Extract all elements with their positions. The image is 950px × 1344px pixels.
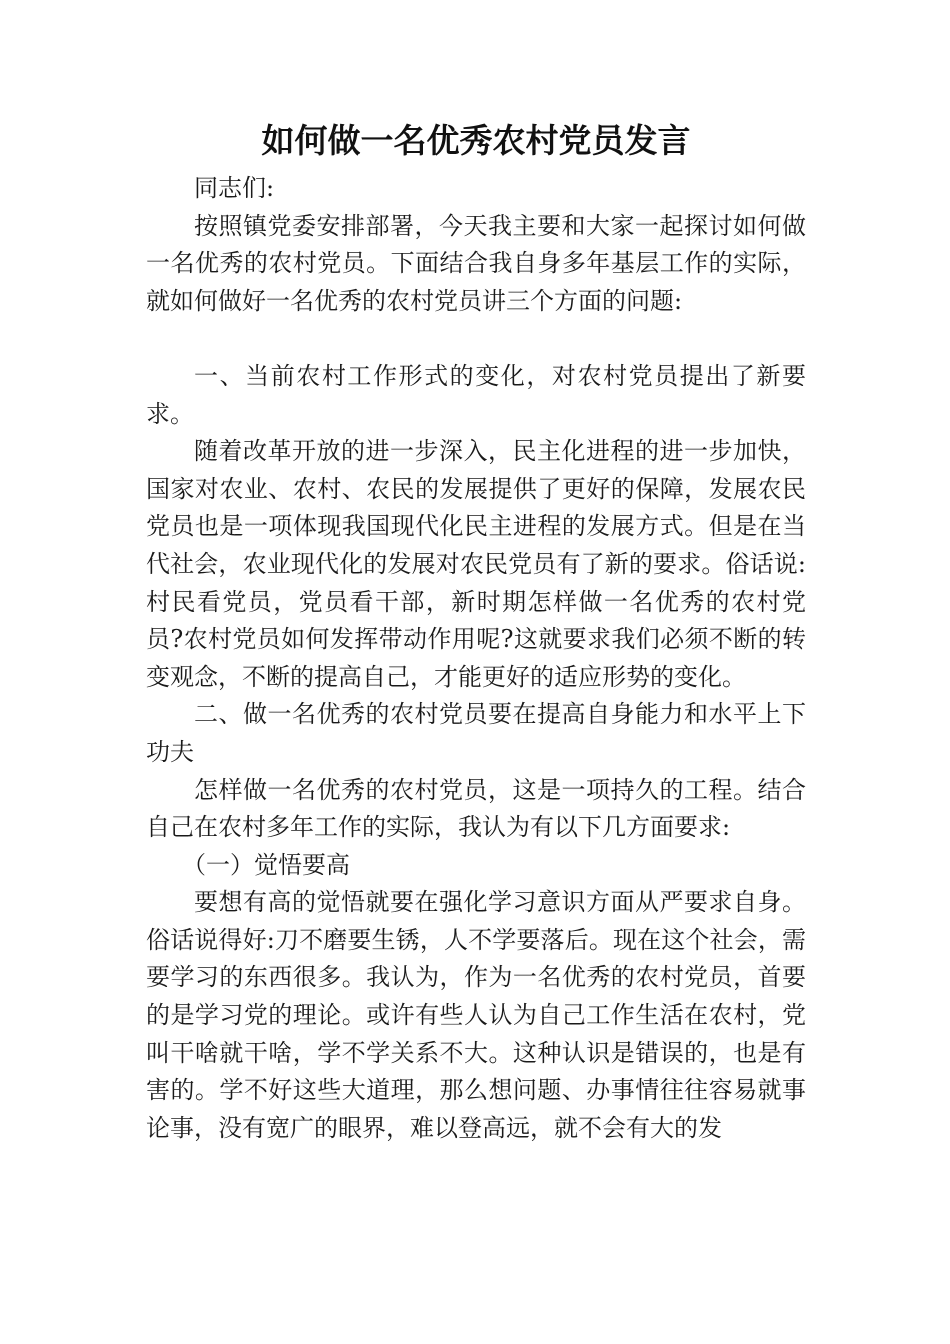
- document-body: [146, 170, 806, 1147]
- section-heading-1: 一、当前农村工作形式的变化，对农村党员提出了新要求。: [146, 361, 806, 428]
- subsection-heading-1: （一）觉悟要高: [182, 850, 350, 879]
- salutation: 同志们:: [194, 174, 275, 202]
- paragraph-subsection-1: 要想有高的觉悟就要在强化学习意识方面从严要求自身。俗话说得好:刀不磨要生锈，人不学要落后。现在这个社会，需要学习的东西很多。我认为，作为一名优秀的农村党员，首要的是学习党的理论。或许有些人认为自己工作生活在农村，党叫干啥就干啥，学不学关系不大。这种认识是错误的，也是有害的。学不好这些大道理，那么想问题、办事情往往容易就事论事，没有宽广的眼界，难以登高远，就不会有大的发: [146, 888, 806, 1142]
- paragraph-intro: 按照镇党委安排部署，今天我主要和大家一起探讨如何做一名优秀的农村党员。下面结合我自身多年基层工作的实际，就如何做好一名优秀的农村党员讲三个方面的问题:: [146, 211, 806, 315]
- paragraph-section-1: 随着改革开放的进一步深入，民主化进程的进一步加快，国家对农业、农村、农民的发展提供了更好的保障，发展农民党员也是一项体现我国现代化民主进程的发展方式。但是在当代社会，农业现代化的发展对农民党员有了新的要求。俗话说:村民看党员，党员看干部，新时期怎样做一名优秀的农村党员?农村党员如何发挥带动作用呢?这就要求我们必须不断的转变观念，不断的提高自己，才能更好的适应形势的变化。: [146, 437, 806, 691]
- paragraph-section-2: 怎样做一名优秀的农村党员，这是一项持久的工程。结合自己在农村多年工作的实际，我认为有以下几方面要求:: [146, 775, 806, 842]
- section-heading-2: 二、做一名优秀的农村党员要在提高自身能力和水平上下功夫: [146, 700, 806, 766]
- document-title: 如何做一名优秀农村党员发言: [261, 121, 691, 160]
